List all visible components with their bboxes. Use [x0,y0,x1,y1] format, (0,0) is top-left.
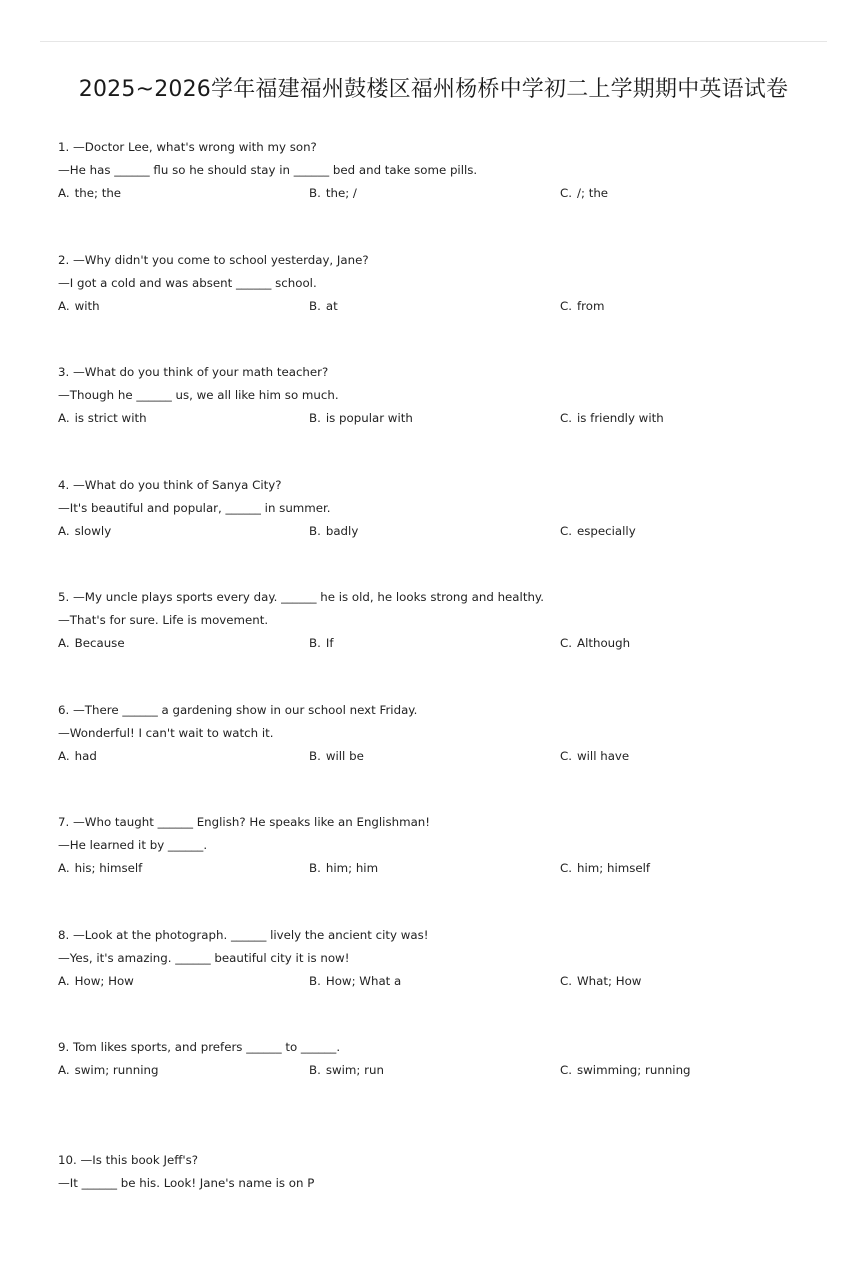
option-letter: C. [560,299,572,313]
option-text: the; / [326,186,357,200]
option-letter: B. [309,861,321,875]
option-text: Although [577,636,630,650]
option-c[interactable] [560,182,608,205]
option-c[interactable] [560,632,630,655]
question-list [58,136,838,1261]
option-b[interactable] [309,520,358,543]
option-letter: B. [309,974,321,988]
option-text: with [75,299,100,313]
question-stem: 6. —There ______ a gardening show in our school next Friday. [58,699,838,722]
option-c[interactable] [560,407,664,430]
option-text: is friendly with [577,411,664,425]
option-text: is popular with [326,411,413,425]
page-title: 2025~2026学年福建福州鼓楼区福州杨桥中学初二上学期期中英语试卷 [0,72,867,103]
question-8 [58,924,838,1037]
option-letter: B. [309,299,321,313]
option-letter: A. [58,861,70,875]
option-a[interactable] [58,295,100,318]
option-text: badly [326,524,358,538]
option-a[interactable] [58,182,121,205]
question-line: —I got a cold and was absent ______ school. [58,272,838,295]
question-line: —Wonderful! I can't wait to watch it. [58,722,838,745]
option-text: swim; run [326,1063,384,1077]
option-letter: C. [560,636,572,650]
option-a[interactable] [58,632,125,655]
option-letter: A. [58,974,70,988]
option-letter: B. [309,1063,321,1077]
option-b[interactable] [309,970,401,993]
top-divider [40,41,827,42]
options-row [58,407,838,430]
question-stem: 9. Tom likes sports, and prefers ______ to ______. [58,1036,838,1059]
option-a[interactable] [58,970,134,993]
option-letter: B. [309,186,321,200]
option-text: slowly [75,524,112,538]
option-text: is strict with [75,411,147,425]
question-line: —It ______ be his. Look! Jane's name is on P [58,1172,838,1195]
option-text: swim; running [75,1063,159,1077]
question-stem: 2. —Why didn't you come to school yesterday, Jane? [58,249,838,272]
question-4 [58,474,838,587]
options-row [58,295,838,318]
option-letter: C. [560,749,572,763]
option-c[interactable] [560,970,641,993]
option-letter: C. [560,411,572,425]
question-line: —Though he ______ us, we all like him so much. [58,384,838,407]
question-line: —That's for sure. Life is movement. [58,609,838,632]
question-3 [58,361,838,474]
question-10 [58,1149,838,1261]
option-b[interactable] [309,407,413,430]
option-text: him; himself [577,861,650,875]
option-letter: B. [309,524,321,538]
option-b[interactable] [309,295,338,318]
option-letter: B. [309,636,321,650]
option-letter: B. [309,749,321,763]
question-stem: 7. —Who taught ______ English? He speaks like an Englishman! [58,811,838,834]
options-row [58,182,838,205]
question-stem: 3. —What do you think of your math teacher? [58,361,838,384]
option-text: his; himself [75,861,143,875]
option-a[interactable] [58,407,147,430]
question-6 [58,699,838,812]
options-row [58,857,838,880]
option-text: at [326,299,338,313]
option-letter: C. [560,186,572,200]
options-row [58,970,838,993]
question-line: —He has ______ flu so he should stay in ______ bed and take some pills. [58,159,838,182]
option-c[interactable] [560,857,650,880]
option-text: had [75,749,97,763]
option-text: the; the [75,186,121,200]
question-stem: 8. —Look at the photograph. ______ lively the ancient city was! [58,924,838,947]
option-letter: A. [58,749,70,763]
option-text: How; How [75,974,134,988]
question-5 [58,586,838,699]
option-a[interactable] [58,1059,158,1082]
option-letter: A. [58,1063,70,1077]
question-line: —He learned it by ______. [58,834,838,857]
options-row [58,745,838,768]
option-text: How; What a [326,974,401,988]
option-c[interactable] [560,745,629,768]
option-text: him; him [326,861,378,875]
options-row [58,520,838,543]
question-stem: 4. —What do you think of Sanya City? [58,474,838,497]
question-stem: 5. —My uncle plays sports every day. ______ he is old, he looks strong and healthy. [58,586,838,609]
option-letter: A. [58,299,70,313]
question-1 [58,136,838,249]
option-letter: A. [58,636,70,650]
question-2 [58,249,838,362]
option-text: will have [577,749,629,763]
option-b[interactable] [309,745,364,768]
option-b[interactable] [309,857,378,880]
option-text: from [577,299,604,313]
option-letter: B. [309,411,321,425]
option-text: What; How [577,974,641,988]
option-c[interactable] [560,1059,691,1082]
option-b[interactable] [309,182,357,205]
option-text: Because [75,636,125,650]
option-letter: C. [560,524,572,538]
question-line: —It's beautiful and popular, ______ in summer. [58,497,838,520]
options-row [58,1059,838,1082]
option-b[interactable] [309,1059,384,1082]
option-a[interactable] [58,857,142,880]
option-letter: C. [560,861,572,875]
option-text: /; the [577,186,608,200]
option-letter: A. [58,411,70,425]
question-stem: 10. —Is this book Jeff's? [58,1149,838,1172]
question-line: —Yes, it's amazing. ______ beautiful city it is now! [58,947,838,970]
option-text: will be [326,749,364,763]
option-text: especially [577,524,636,538]
option-a[interactable] [58,745,97,768]
option-letter: C. [560,1063,572,1077]
question-9 [58,1036,838,1149]
option-c[interactable] [560,520,636,543]
option-c[interactable] [560,295,604,318]
question-stem: 1. —Doctor Lee, what's wrong with my son? [58,136,838,159]
option-a[interactable] [58,520,111,543]
question-7 [58,811,838,924]
option-b[interactable] [309,632,333,655]
option-letter: C. [560,974,572,988]
options-row [58,632,838,655]
option-letter: A. [58,186,70,200]
option-text: swimming; running [577,1063,691,1077]
option-text: If [326,636,334,650]
option-letter: A. [58,524,70,538]
